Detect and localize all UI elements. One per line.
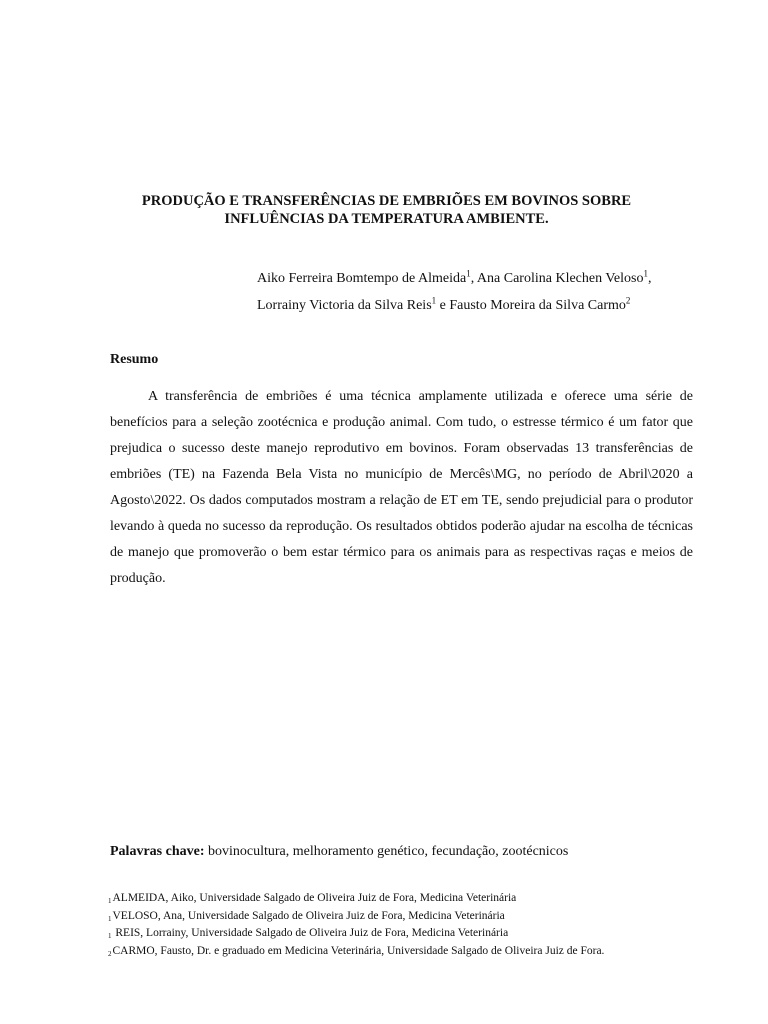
footnote-mark: 1: [108, 897, 112, 905]
affiliation-mark: 1: [431, 295, 437, 306]
footnote-text: CARMO, Fausto, Dr. e graduado em Medicina Veterinária, Universidade Salgado de Oliveira Juiz de Fora.: [112, 944, 605, 957]
abstract-heading: Resumo: [110, 352, 159, 367]
author-separator: ,: [647, 271, 652, 286]
footnotes: [108, 891, 708, 961]
footnote-mark: 1: [108, 914, 112, 923]
footnote-text: ALMEIDA, Aiko, Universidade Salgado de Oliveira Juiz de Fora, Medicina Veterinária: [112, 892, 517, 904]
footnote: [108, 909, 708, 927]
author-line-1: [257, 265, 717, 292]
affiliation-mark: 2: [625, 295, 631, 306]
author-separator: e: [436, 298, 450, 313]
affiliation-mark: 1: [643, 268, 648, 279]
paper-title: [110, 192, 663, 228]
title-line-1: PRODUÇÃO E TRANSFERÊNCIAS DE EMBRIÕES EM BOVINOS SOBRE: [141, 193, 632, 209]
affiliation-mark: 1: [466, 268, 471, 279]
author-line-2: [257, 292, 717, 319]
author-separator: ,: [470, 271, 477, 286]
author-name: Aiko Ferreira Bomtempo de Almeida: [257, 271, 467, 286]
footnote-mark: 2: [108, 949, 112, 958]
footnote-text: REIS, Lorrainy, Universidade Salgado de Oliveira Juiz de Fora, Medicina Veterinária: [112, 927, 509, 939]
abstract-text: A transferência de embriões é uma técnica amplamente utilizada e oferece uma série de benefícios para a seleção zootécnica e produção animal. Com tudo, o estresse térmico é um fator que prejudica o sucesso deste manejo reprodutivo em bovinos. Foram observadas 13 transferências de embriões (TE) na Fazenda Bela Vista no município de Mercês\MG, no período de Abril\2020 a Agosto\2022. Os dados computados mostram a relação de ET em TE, sendo prejudicial para o produtor levando à queda no sucesso da reprodução. Os resultados obtidos poderão ajudar na escolha de técnicas de manejo que promoverão o bem estar térmico para os animais para as respectivas raças e meios de produção.: [110, 389, 693, 586]
footnote: [108, 926, 708, 944]
author-name: Ana Carolina Klechen Veloso: [476, 271, 644, 286]
author-name: Fausto Moreira da Silva Carmo: [449, 298, 626, 313]
title-line-2: INFLUÊNCIAS DA TEMPERATURA AMBIENTE.: [224, 211, 549, 227]
keywords: [110, 844, 693, 860]
footnote: [108, 891, 708, 909]
footnote: [108, 944, 708, 962]
keywords-label: Palavras chave:: [110, 844, 205, 859]
footnote-mark: 1: [108, 932, 112, 940]
footnote-text: VELOSO, Ana, Universidade Salgado de Oliveira Juiz de Fora, Medicina Veterinária: [112, 909, 505, 922]
author-list: [257, 265, 717, 319]
keywords-text: bovinocultura, melhoramento genético, fecundação, zootécnicos: [204, 844, 569, 859]
author-name: Lorrainy Victoria da Silva Reis: [257, 298, 432, 313]
